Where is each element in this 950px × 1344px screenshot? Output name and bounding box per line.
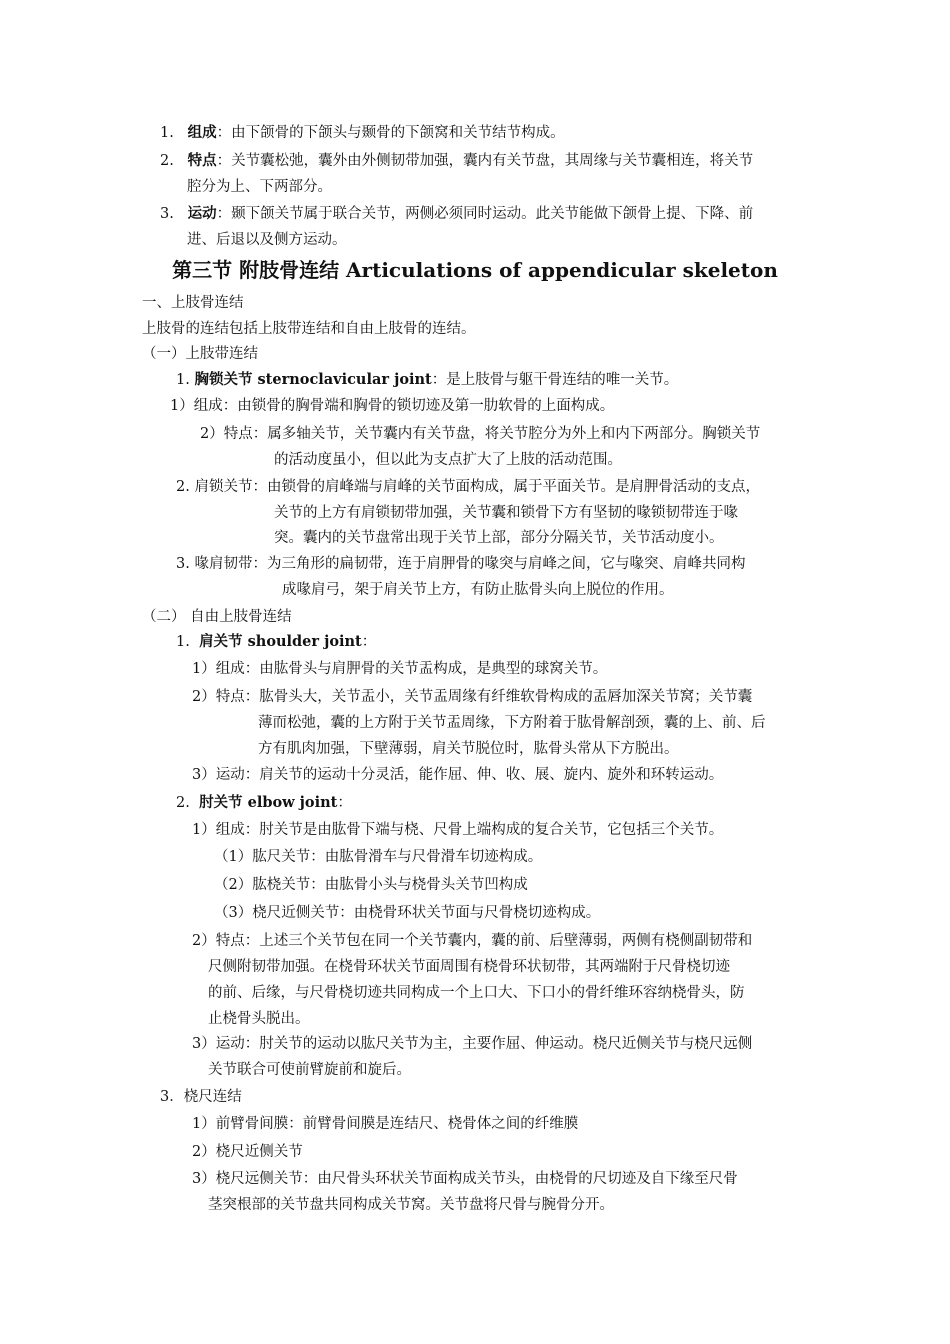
list-number: 1. [160,125,174,141]
colon: ： [361,634,377,650]
shoulder-features-continued: 薄而松弛，囊的上方附于关节盂周缘，下方附着于肱骨解剖颈，囊的上、前、后 [258,715,766,731]
ac-joint: 2. 肩锁关节：由锁骨的肩峰端与肩峰的关节面构成，属于平面关节。是肩胛骨活动的支点， [176,479,760,495]
shoulder-movement: 3）运动：肩关节的运动十分灵活，能作屈、伸、收、展、旋内、旋外和环转运动。 [192,767,724,783]
list-number: 1. [176,372,190,388]
free-limb-heading: （二） 自由上肢骨连结 [142,609,292,625]
elbow-subjoint: （2）肱桡关节：由肱骨小头与桡骨头关节凹构成 [214,877,528,893]
elbow-movement-continued: 关节联合可使前臂旋前和旋后。 [208,1062,411,1078]
coracoacromial-continued: 成喙肩弓，架于肩关节上方，有防止肱骨头向上脱位的作用。 [282,582,674,598]
sc-features: 2）特点：属多轴关节，关节囊内有关节盘，将关节腔分为外上和内下两部分。胸锁关节 [200,426,761,442]
sc-joint-line [176,369,678,391]
item-text: ：关节囊松弛，囊外由外侧韧带加强，囊内有关节盘，其周缘与关节囊相连，将关节 [216,153,754,169]
sc-features-continued: 的活动度虽小，但以此为支点扩大了上肢的活动范围。 [274,452,622,468]
item-label: 特点 [187,152,217,169]
elbow-composition: 1）组成：肘关节是由肱骨下端与桡、尺骨上端构成的复合关节，它包括三个关节。 [192,822,724,838]
shoulder-features: 2）特点：肱骨头大，关节盂小，关节盂周缘有纤维软骨构成的盂唇加深关节窝；关节囊 [192,689,753,705]
ac-joint-continued: 关节的上方有肩锁韧带加强，关节囊和锁骨下方有坚韧的喙锁韧带连于喙 [274,505,738,521]
item-text: ：由下颌骨的下颌头与颞骨的下颌窝和关节结节构成。 [216,125,565,141]
interosseous-membrane: 1）前臂骨间膜：前臂骨间膜是连结尺、桡骨体之间的纤维膜 [192,1116,579,1132]
elbow-features-continued: 尺侧附韧带加强。在桡骨环状关节面周围有桡骨环状韧带，其两端附于尺骨桡切迹 [208,959,730,975]
shoulder-features-continued: 方有肌肉加强，下壁薄弱，肩关节脱位时，肱骨头常从下方脱出。 [258,741,679,757]
list-number: 2. [160,153,174,169]
list-number: 3. [160,206,174,222]
tmj-item-2 [160,150,753,172]
joint-text: ：是上肢骨与躯干骨连结的唯一关节。 [431,372,679,388]
joint-name: 胸锁关节 sternoclavicular joint [194,371,432,388]
joint-name: 肩关节 shoulder joint [199,633,362,650]
proximal-radioulnar: 2）桡尺近侧关节 [192,1144,303,1160]
item-text: ：颞下颌关节属于联合关节，两侧必须同时运动。此关节能做下颌骨上提、下降、前 [216,206,754,222]
joint-name: 肘关节 elbow joint [199,794,338,811]
elbow-features-continued: 的前、后缘，与尺骨桡切迹共同构成一个上口大、下口小的骨纤维环容纳桡骨头，防 [208,985,745,1001]
elbow-movement: 3）运动：肘关节的运动以肱尺关节为主，主要作屈、伸运动。桡尺近侧关节与桡尺远侧 [192,1036,753,1052]
item-label: 组成 [187,124,217,141]
coracoacromial-ligament: 3. 喙肩韧带：为三角形的扁韧带，连于肩胛骨的喙突与肩峰之间，它与喙突、肩峰共同构 [176,556,746,572]
list-number: 2. [176,795,190,811]
section-title: 第三节 附肢骨连结 Articulations of appendicular skeleton [172,258,778,282]
elbow-features-continued: 止桡骨头脱出。 [208,1011,310,1027]
item-text-continued: 进、后退以及侧方运动。 [187,232,347,248]
distal-radioulnar: 3）桡尺远侧关节：由尺骨头环状关节面构成关节头，由桡骨的尺切迹及自下缘至尺骨 [192,1171,738,1187]
elbow-subjoint: （1）肱尺关节：由肱骨滑车与尺骨滑车切迹构成。 [214,849,543,865]
elbow-joint-line [176,792,352,814]
radioulnar-heading: 3．桡尺连结 [160,1089,242,1105]
item-text-continued: 腔分为上、下两部分。 [187,179,332,195]
item-label: 运动 [187,205,217,222]
elbow-subjoint: （3）桡尺近侧关节：由桡骨环状关节面与尺骨桡切迹构成。 [214,905,601,921]
distal-radioulnar-continued: 茎突根部的关节盘共同构成关节窝。关节盘将尺骨与腕骨分开。 [208,1197,614,1213]
girdle-heading: （一）上肢带连结 [142,346,258,362]
shoulder-joint-line [176,631,376,653]
sc-composition: 1）组成：由锁骨的胸骨端和胸骨的锁切迹及第一肋软骨的上面构成。 [170,398,615,414]
list-number: 1. [176,634,190,650]
elbow-features: 2）特点：上述三个关节包在同一个关节囊内，囊的前、后壁薄弱，两侧有桡侧副韧带和 [192,933,753,949]
ac-joint-continued: 突。囊内的关节盘常出现于关节上部，部分分隔关节，关节活动度小。 [274,530,724,546]
upper-limb-heading: 一、上肢骨连结 [142,295,244,311]
tmj-item-3 [160,203,753,225]
tmj-item-1 [160,122,565,144]
colon: ： [337,795,352,811]
shoulder-composition: 1）组成：由肱骨头与肩胛骨的关节盂构成，是典型的球窝关节。 [192,661,608,677]
upper-limb-intro: 上肢骨的连结包括上肢带连结和自由上肢骨的连结。 [142,321,476,337]
